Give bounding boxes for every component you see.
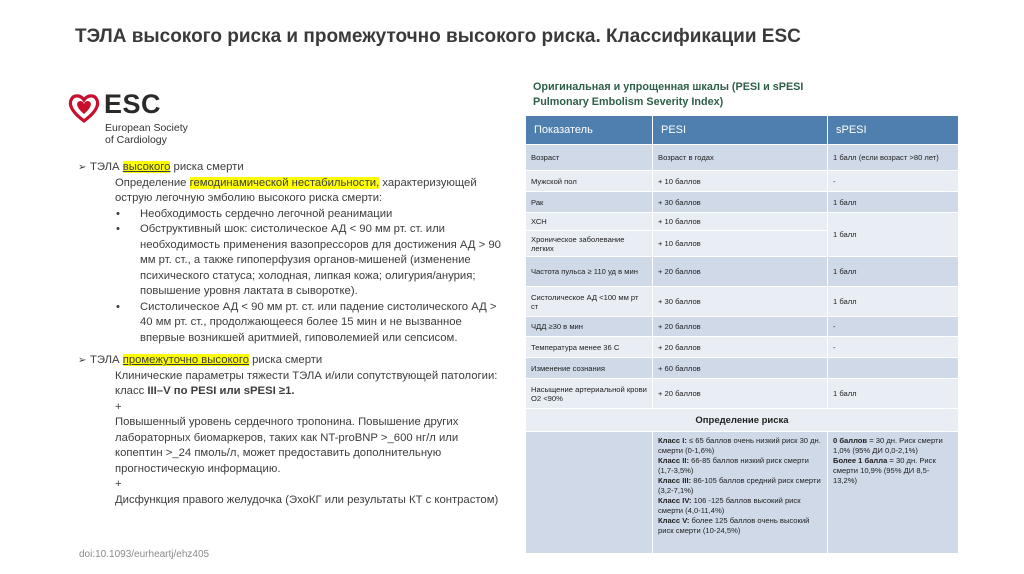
criteria-bullet: • Систолическое АД < 90 мм рт. ст. или падение систолического АД > 40 мм рт. ст., продолжающееся более 15 мин и не вызванное впервые возникшей аритмией, гиповолемией или сепсисом. [116, 300, 497, 344]
table-row [526, 337, 959, 358]
table-cell: + 20 баллов [653, 257, 828, 287]
table-cell: 1 балл [828, 257, 959, 287]
doi-reference: doi:10.1093/eurheartj/ehz405 [79, 549, 210, 560]
table-cell: Возраст [526, 145, 653, 171]
plus-sign: + [115, 478, 122, 490]
scale-heading: Оригинальная и упрощенная шкалы (PESI и sPESI Pulmonary Embolism Severity Index) [533, 81, 804, 108]
table-cell: Частота пульса ≥ 110 уд в мин [526, 257, 653, 287]
risk-definition-label: Определение риска [526, 409, 959, 432]
column-header: PESI [653, 116, 828, 145]
table-row [526, 257, 959, 287]
table-cell: + 10 баллов [653, 231, 828, 257]
arrow-bullet-icon: ➢ [78, 162, 87, 173]
table-cell: ХСН [526, 213, 653, 231]
criteria-bullet: • Необходимость сердечно легочной реанимации [78, 207, 503, 223]
logo-name: ESC [104, 89, 162, 119]
table-cell: - [828, 171, 959, 192]
troponin-text: Повышенный уровень сердечного тропонина. Повышение других лабораторных биомаркеров, таких как NT-proBNP >_600 нг/л или копептин >_24 пмоль/л, может предоставить дополнительную прогностическую информацию. [115, 416, 459, 475]
pesi-risk-classes [653, 432, 828, 554]
table-cell: Возраст в годах [653, 145, 828, 171]
table-cell: + 20 баллов [653, 337, 828, 358]
table-cell: + 30 баллов [653, 192, 828, 213]
heart-logo-icon [68, 92, 100, 124]
table-row [526, 213, 959, 231]
bullet-dot-icon: • [116, 300, 120, 313]
logo-society: European Society of Cardiology [105, 122, 188, 146]
table-row [526, 358, 959, 379]
section-intermediate-risk-heading: ➢ ТЭЛА промежуточно высокого риска смерти [78, 353, 503, 369]
table-row [526, 317, 959, 337]
table-cell: Изменение сознания [526, 358, 653, 379]
table-row [526, 287, 959, 317]
pesi-class: Класс IV: 106 -125 баллов высокий риск смерти (4,0-11,4%) [658, 496, 801, 515]
table-cell: + 10 баллов [653, 213, 828, 231]
pesi-class: Класс V: более 125 баллов очень высокий риск смерти (10-24,5%) [658, 516, 810, 535]
pesi-class: Класс III: 86-105 баллов средний риск смерти (3,2-7,1%) [658, 476, 821, 495]
table-cell: 1 балл (если возраст >80 лет) [828, 145, 959, 171]
table-cell: 1 балл [828, 287, 959, 317]
table-cell: + 30 баллов [653, 287, 828, 317]
table-row [526, 171, 959, 192]
table-cell: Рак [526, 192, 653, 213]
table-header-row [526, 116, 959, 145]
table-cell: Хроническое заболевание легких [526, 231, 653, 257]
table-cell: Температура менее 36 С [526, 337, 653, 358]
table-cell: + 20 баллов [653, 317, 828, 337]
page-title: ТЭЛА высокого риска и промежуточно высокого риска. Классификации ESC [75, 26, 801, 47]
table-cell: 1 балл [828, 213, 959, 257]
clinical-parameters-text: Клинические параметры тяжести ТЭЛА и/или сопутствующей патологии: класс III–V по PESI или sPESI ≥1. [115, 369, 498, 397]
table-cell: + 10 баллов [653, 171, 828, 192]
section-high-risk-heading: ➢ ТЭЛА высокого риска смерти [78, 160, 503, 176]
criteria-bullet: • Обструктивный шок: систолическое АД < 90 мм рт. ст. или необходимость применения вазопрессоров для достижения АД > 90 мм рт. ст., а также гипоперфузия органов-мишеней (изменение психического статуса; холодная, липкая кожа; олигурия/анурия; повышение уровня лактата в сыворотке). [116, 223, 501, 297]
pesi-class: Класс I: ≤ 65 баллов очень низкий риск 30 дн. смерти (0-1,6%) [658, 436, 821, 455]
table-cell: ЧДД ≥30 в мин [526, 317, 653, 337]
table-row [526, 379, 959, 409]
table-row [526, 192, 959, 213]
column-header: Показатель [526, 116, 653, 145]
table-cell [828, 358, 959, 379]
high-risk-definition: Определение гемодинамической нестабильности, характеризующей острую легочную эмболию высокого риска смерти: [115, 176, 477, 204]
esc-logo [68, 89, 208, 150]
spesi-class: 0 баллов = 30 дн. Риск смерти 1,0% (95% ДИ 0,0-2,1%) [833, 436, 943, 455]
plus-sign: + [115, 400, 122, 413]
table-cell: Систолическое АД <100 мм рт ст [526, 287, 653, 317]
spesi-class: Более 1 балла = 30 дн. Риск смерти 10,9% (95% ДИ 8,5-13,2%) [833, 456, 936, 485]
definition-row [526, 409, 959, 432]
table-cell: Мужской пол [526, 171, 653, 192]
table-cell: 1 балл [828, 379, 959, 409]
arrow-bullet-icon: ➢ [78, 355, 87, 366]
spesi-risk-classes [828, 432, 959, 554]
bullet-dot-icon: • [116, 207, 120, 220]
table-cell: - [828, 337, 959, 358]
table-row [526, 145, 959, 171]
left-text-column [78, 160, 503, 508]
risk-classes-row [526, 432, 959, 554]
table-cell: + 20 баллов [653, 379, 828, 409]
table-cell: 1 балл [828, 192, 959, 213]
table-cell [526, 432, 653, 554]
table-cell: + 60 баллов [653, 358, 828, 379]
pesi-class: Класс II: 66-85 баллов низкий риск смерти (1,7-3,5%) [658, 456, 809, 475]
rv-dysfunction-text: Дисфункция правого желудочка (ЭхоКГ или результаты КТ с контрастом) [115, 493, 499, 506]
pesi-spesi-table [525, 115, 959, 554]
column-header: sPESI [828, 116, 959, 145]
bullet-dot-icon: • [116, 223, 120, 235]
table-cell: Насыщение артериальной крови О2 <90% [526, 379, 653, 409]
table-cell: - [828, 317, 959, 337]
